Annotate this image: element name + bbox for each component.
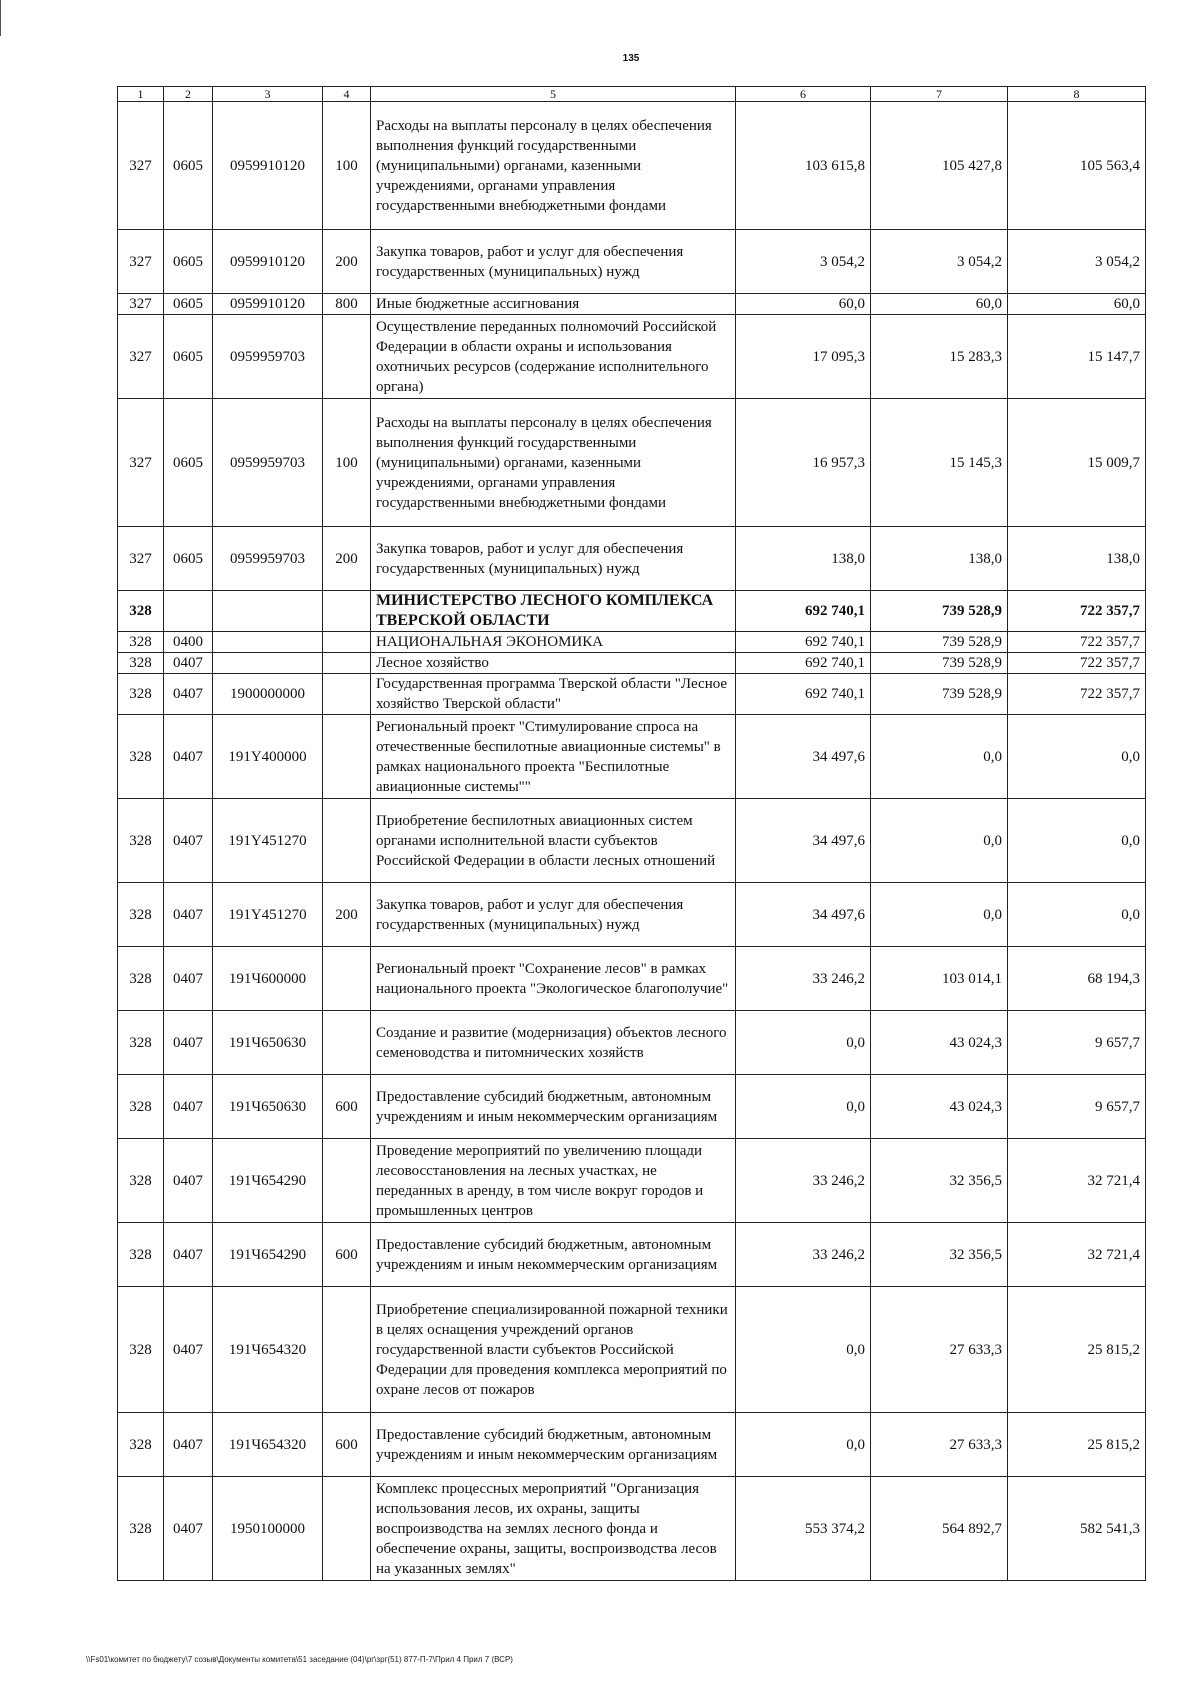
cell-account-code: 327 <box>118 399 164 527</box>
cell-description: Приобретение беспилотных авиационных систем органами исполнительной власти субъектов Российской Федерации в области лесных отношений <box>371 799 736 883</box>
cell-target-article: 191Ч650630 <box>213 1075 323 1139</box>
cell-expense-type <box>323 715 371 799</box>
cell-amount-col6: 17 095,3 <box>736 315 871 399</box>
table-row <box>118 715 1146 799</box>
cell-amount-col6: 553 374,2 <box>736 1477 871 1581</box>
cell-description: Государственная программа Тверской области "Лесное хозяйство Тверской области" <box>371 674 736 715</box>
cell-amount-col8: 722 357,7 <box>1008 674 1146 715</box>
cell-amount-col8: 0,0 <box>1008 799 1146 883</box>
column-number: 8 <box>1008 87 1146 102</box>
cell-section-code: 0605 <box>164 315 213 399</box>
cell-section-code: 0605 <box>164 527 213 591</box>
cell-amount-col6: 33 246,2 <box>736 1139 871 1223</box>
table-row <box>118 1011 1146 1075</box>
cell-amount-col8: 0,0 <box>1008 715 1146 799</box>
cell-description: НАЦИОНАЛЬНАЯ ЭКОНОМИКА <box>371 632 736 653</box>
table-row <box>118 1139 1146 1223</box>
cell-amount-col6: 692 740,1 <box>736 653 871 674</box>
cell-account-code: 328 <box>118 947 164 1011</box>
cell-amount-col8: 32 721,4 <box>1008 1139 1146 1223</box>
cell-section-code: 0400 <box>164 632 213 653</box>
cell-section-code: 0407 <box>164 1413 213 1477</box>
page-number: 135 <box>622 53 640 64</box>
cell-target-article: 191Ч654320 <box>213 1287 323 1413</box>
cell-target-article: 191Ч654290 <box>213 1139 323 1223</box>
cell-expense-type: 200 <box>323 883 371 947</box>
cell-expense-type <box>323 591 371 632</box>
cell-expense-type <box>323 1287 371 1413</box>
cell-description: Расходы на выплаты персоналу в целях обеспечения выполнения функций государственными (муниципальными) органами, казенными учреждениями, органами управления государственными внебюджетными фондами <box>371 102 736 230</box>
cell-amount-col8: 15 009,7 <box>1008 399 1146 527</box>
cell-account-code: 328 <box>118 1287 164 1413</box>
cell-amount-col6: 34 497,6 <box>736 883 871 947</box>
cell-amount-col7: 43 024,3 <box>871 1011 1008 1075</box>
table-row <box>118 674 1146 715</box>
cell-section-code: 0407 <box>164 1477 213 1581</box>
cell-expense-type <box>323 653 371 674</box>
cell-amount-col6: 103 615,8 <box>736 102 871 230</box>
cell-account-code: 328 <box>118 1223 164 1287</box>
cell-account-code: 328 <box>118 1075 164 1139</box>
cell-amount-col8: 9 657,7 <box>1008 1011 1146 1075</box>
cell-target-article: 191Ч654290 <box>213 1223 323 1287</box>
cell-amount-col6: 3 054,2 <box>736 230 871 294</box>
cell-amount-col6: 60,0 <box>736 294 871 315</box>
table-row <box>118 102 1146 230</box>
cell-account-code: 328 <box>118 715 164 799</box>
cell-amount-col8: 68 194,3 <box>1008 947 1146 1011</box>
table-row <box>118 632 1146 653</box>
cell-amount-col8: 722 357,7 <box>1008 653 1146 674</box>
table-row <box>118 399 1146 527</box>
cell-amount-col6: 33 246,2 <box>736 947 871 1011</box>
cell-account-code: 328 <box>118 632 164 653</box>
cell-section-code: 0605 <box>164 230 213 294</box>
table-row <box>118 799 1146 883</box>
cell-amount-col7: 739 528,9 <box>871 591 1008 632</box>
cell-expense-type <box>323 1011 371 1075</box>
cell-target-article: 191Y451270 <box>213 799 323 883</box>
cell-expense-type <box>323 799 371 883</box>
column-number: 3 <box>213 87 323 102</box>
cell-amount-col6: 33 246,2 <box>736 1223 871 1287</box>
cell-amount-col8: 0,0 <box>1008 883 1146 947</box>
table-row <box>118 230 1146 294</box>
cell-amount-col6: 0,0 <box>736 1011 871 1075</box>
cell-target-article: 0959910120 <box>213 102 323 230</box>
cell-description: Иные бюджетные ассигнования <box>371 294 736 315</box>
cell-amount-col6: 16 957,3 <box>736 399 871 527</box>
cell-amount-col6: 0,0 <box>736 1287 871 1413</box>
cell-account-code: 328 <box>118 799 164 883</box>
cell-account-code: 327 <box>118 102 164 230</box>
cell-section-code: 0605 <box>164 102 213 230</box>
cell-description: Закупка товаров, работ и услуг для обеспечения государственных (муниципальных) нужд <box>371 230 736 294</box>
cell-expense-type: 600 <box>323 1223 371 1287</box>
cell-section-code: 0605 <box>164 294 213 315</box>
cell-section-code: 0605 <box>164 399 213 527</box>
cell-amount-col6: 0,0 <box>736 1075 871 1139</box>
column-number: 2 <box>164 87 213 102</box>
cell-amount-col7: 105 427,8 <box>871 102 1008 230</box>
cell-section-code: 0407 <box>164 883 213 947</box>
cell-amount-col6: 692 740,1 <box>736 591 871 632</box>
cell-account-code: 328 <box>118 653 164 674</box>
scan-edge-mark <box>0 0 1 36</box>
cell-amount-col6: 0,0 <box>736 1413 871 1477</box>
cell-expense-type <box>323 947 371 1011</box>
cell-account-code: 327 <box>118 294 164 315</box>
cell-amount-col7: 0,0 <box>871 715 1008 799</box>
cell-target-article: 0959910120 <box>213 294 323 315</box>
cell-target-article: 0959959703 <box>213 527 323 591</box>
cell-description: Комплекс процессных мероприятий "Организация использования лесов, их охраны, защиты воспроизводства на землях лесного фонда и обеспечение охраны, защиты, воспроизводства лесов на указанных землях" <box>371 1477 736 1581</box>
cell-expense-type <box>323 1139 371 1223</box>
cell-expense-type: 100 <box>323 102 371 230</box>
cell-description: Предоставление субсидий бюджетным, автономным учреждениям и иным некоммерческим организациям <box>371 1223 736 1287</box>
column-number: 7 <box>871 87 1008 102</box>
cell-amount-col8: 15 147,7 <box>1008 315 1146 399</box>
cell-amount-col7: 32 356,5 <box>871 1139 1008 1223</box>
cell-amount-col6: 34 497,6 <box>736 799 871 883</box>
cell-account-code: 328 <box>118 1011 164 1075</box>
column-number-row <box>118 87 1146 102</box>
cell-amount-col7: 60,0 <box>871 294 1008 315</box>
cell-amount-col7: 15 145,3 <box>871 399 1008 527</box>
cell-expense-type <box>323 1477 371 1581</box>
cell-amount-col8: 60,0 <box>1008 294 1146 315</box>
cell-amount-col7: 27 633,3 <box>871 1287 1008 1413</box>
cell-expense-type: 800 <box>323 294 371 315</box>
cell-account-code: 327 <box>118 527 164 591</box>
table-row <box>118 1413 1146 1477</box>
cell-description: Предоставление субсидий бюджетным, автономным учреждениям и иным некоммерческим организациям <box>371 1075 736 1139</box>
cell-target-article <box>213 632 323 653</box>
cell-target-article: 0959910120 <box>213 230 323 294</box>
cell-account-code: 328 <box>118 591 164 632</box>
cell-account-code: 327 <box>118 315 164 399</box>
cell-amount-col7: 138,0 <box>871 527 1008 591</box>
cell-amount-col7: 27 633,3 <box>871 1413 1008 1477</box>
cell-target-article: 1950100000 <box>213 1477 323 1581</box>
cell-description: Приобретение специализированной пожарной техники в целях оснащения учреждений органов государственной власти субъектов Российской Федерации для проведения комплекса мероприятий по охране лесов от пожаров <box>371 1287 736 1413</box>
cell-section-code: 0407 <box>164 653 213 674</box>
cell-target-article <box>213 591 323 632</box>
cell-amount-col7: 0,0 <box>871 883 1008 947</box>
footer-file-path: \\Fs01\комитет по бюджету\7 созыв\Документы комитета\51 заседание (04)\рг\зрг(51) 877-П-7\Прил 4 Прил 7 (ВСР) <box>86 1655 513 1664</box>
cell-amount-col8: 25 815,2 <box>1008 1287 1146 1413</box>
column-number: 4 <box>323 87 371 102</box>
cell-account-code: 328 <box>118 883 164 947</box>
cell-target-article: 191Y451270 <box>213 883 323 947</box>
table-row <box>118 1223 1146 1287</box>
cell-description: Проведение мероприятий по увеличению площади лесовосстановления на лесных участках, не переданных в аренду, в том числе вокруг городов и промышленных центров <box>371 1139 736 1223</box>
cell-section-code: 0407 <box>164 1223 213 1287</box>
table-row <box>118 1477 1146 1581</box>
cell-expense-type: 600 <box>323 1413 371 1477</box>
cell-account-code: 327 <box>118 230 164 294</box>
column-number: 6 <box>736 87 871 102</box>
cell-amount-col8: 25 815,2 <box>1008 1413 1146 1477</box>
cell-amount-col7: 103 014,1 <box>871 947 1008 1011</box>
cell-account-code: 328 <box>118 1477 164 1581</box>
cell-expense-type: 100 <box>323 399 371 527</box>
cell-expense-type <box>323 632 371 653</box>
cell-description: Расходы на выплаты персоналу в целях обеспечения выполнения функций государственными (муниципальными) органами, казенными учреждениями, органами управления государственными внебюджетными фондами <box>371 399 736 527</box>
table-row <box>118 947 1146 1011</box>
cell-description: Предоставление субсидий бюджетным, автономным учреждениям и иным некоммерческим организациям <box>371 1413 736 1477</box>
cell-account-code: 328 <box>118 1139 164 1223</box>
cell-amount-col6: 138,0 <box>736 527 871 591</box>
table-row <box>118 1287 1146 1413</box>
cell-section-code <box>164 591 213 632</box>
cell-target-article: 191Ч650630 <box>213 1011 323 1075</box>
column-number: 5 <box>371 87 736 102</box>
cell-section-code: 0407 <box>164 674 213 715</box>
cell-target-article: 0959959703 <box>213 315 323 399</box>
cell-amount-col7: 0,0 <box>871 799 1008 883</box>
cell-section-code: 0407 <box>164 1075 213 1139</box>
cell-amount-col8: 105 563,4 <box>1008 102 1146 230</box>
cell-section-code: 0407 <box>164 1287 213 1413</box>
cell-section-code: 0407 <box>164 947 213 1011</box>
cell-amount-col8: 138,0 <box>1008 527 1146 591</box>
cell-description: Закупка товаров, работ и услуг для обеспечения государственных (муниципальных) нужд <box>371 883 736 947</box>
cell-amount-col8: 9 657,7 <box>1008 1075 1146 1139</box>
cell-amount-col8: 722 357,7 <box>1008 632 1146 653</box>
cell-target-article: 191Ч600000 <box>213 947 323 1011</box>
table-row <box>118 315 1146 399</box>
cell-amount-col7: 3 054,2 <box>871 230 1008 294</box>
cell-amount-col8: 722 357,7 <box>1008 591 1146 632</box>
cell-amount-col7: 739 528,9 <box>871 674 1008 715</box>
cell-target-article: 191Y400000 <box>213 715 323 799</box>
cell-amount-col6: 692 740,1 <box>736 632 871 653</box>
cell-expense-type: 200 <box>323 527 371 591</box>
cell-target-article: 1900000000 <box>213 674 323 715</box>
table-row <box>118 294 1146 315</box>
cell-amount-col7: 43 024,3 <box>871 1075 1008 1139</box>
cell-amount-col7: 564 892,7 <box>871 1477 1008 1581</box>
cell-section-code: 0407 <box>164 715 213 799</box>
cell-section-code: 0407 <box>164 1011 213 1075</box>
cell-section-code: 0407 <box>164 799 213 883</box>
cell-expense-type <box>323 674 371 715</box>
table-row <box>118 527 1146 591</box>
cell-account-code: 328 <box>118 1413 164 1477</box>
cell-amount-col7: 739 528,9 <box>871 653 1008 674</box>
cell-description: Осуществление переданных полномочий Российской Федерации в области охраны и использования охотничьих ресурсов (содержание исполнительного органа) <box>371 315 736 399</box>
cell-amount-col7: 15 283,3 <box>871 315 1008 399</box>
cell-expense-type: 200 <box>323 230 371 294</box>
cell-amount-col8: 3 054,2 <box>1008 230 1146 294</box>
cell-description: Лесное хозяйство <box>371 653 736 674</box>
table-row <box>118 883 1146 947</box>
cell-target-article: 191Ч654320 <box>213 1413 323 1477</box>
cell-section-code: 0407 <box>164 1139 213 1223</box>
cell-amount-col8: 582 541,3 <box>1008 1477 1146 1581</box>
cell-target-article <box>213 653 323 674</box>
cell-description: Региональный проект "Стимулирование спроса на отечественные беспилотные авиационные системы" в рамках национального проекта "Беспилотные авиационные системы"" <box>371 715 736 799</box>
cell-amount-col6: 34 497,6 <box>736 715 871 799</box>
cell-account-code: 328 <box>118 674 164 715</box>
cell-description: Создание и развитие (модернизация) объектов лесного семеноводства и питомнических хозяйств <box>371 1011 736 1075</box>
cell-expense-type <box>323 315 371 399</box>
cell-amount-col7: 32 356,5 <box>871 1223 1008 1287</box>
cell-target-article: 0959959703 <box>213 399 323 527</box>
cell-description: Региональный проект "Сохранение лесов" в рамках национального проекта "Экологическое благополучие" <box>371 947 736 1011</box>
table-row <box>118 1075 1146 1139</box>
table-row <box>118 653 1146 674</box>
cell-amount-col7: 739 528,9 <box>871 632 1008 653</box>
cell-description: МИНИСТЕРСТВО ЛЕСНОГО КОМПЛЕКСА ТВЕРСКОЙ ОБЛАСТИ <box>371 591 736 632</box>
cell-amount-col6: 692 740,1 <box>736 674 871 715</box>
table-row <box>118 591 1146 632</box>
cell-expense-type: 600 <box>323 1075 371 1139</box>
cell-description: Закупка товаров, работ и услуг для обеспечения государственных (муниципальных) нужд <box>371 527 736 591</box>
cell-amount-col8: 32 721,4 <box>1008 1223 1146 1287</box>
column-number: 1 <box>118 87 164 102</box>
budget-table <box>117 86 1146 1581</box>
